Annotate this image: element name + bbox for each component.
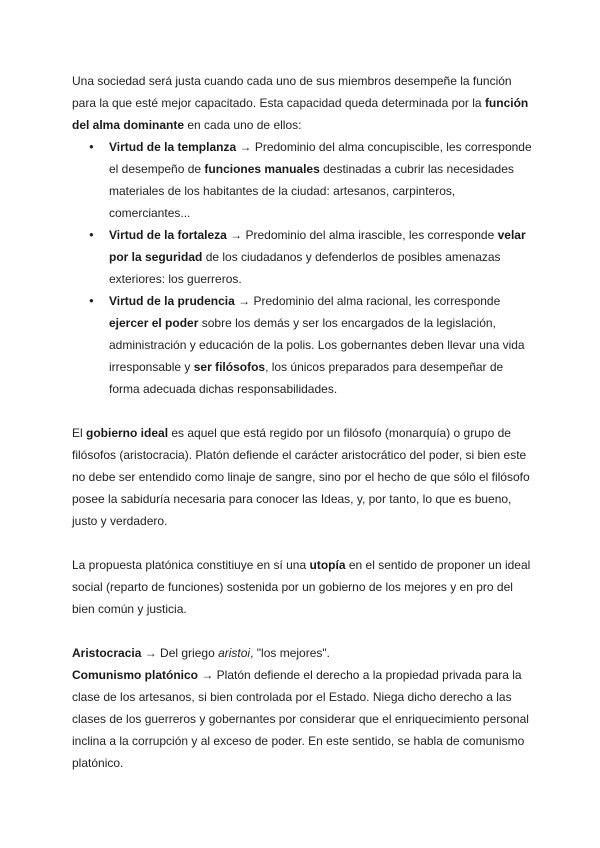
comunismo-term: Comunismo platónico: [72, 668, 198, 682]
intro-bold: función del alma dominante: [72, 96, 529, 132]
list-item-prudencia: [109, 290, 532, 400]
virtue-text-end: de los ciudadanos y defenderlos de posibles amenazas exteriores: los guerreros.: [109, 250, 501, 286]
virtue-title: Virtud de la fortaleza: [109, 228, 227, 242]
list-item-fortaleza: [109, 224, 532, 290]
gobierno-text: El: [72, 426, 87, 440]
virtue-text-end: , los únicos preparados para desempeñar de forma adecuada dichas responsabilidades.: [109, 360, 504, 396]
intro-text-end: en cada uno de ellos:: [184, 118, 302, 132]
aristocracia-definition: [72, 642, 532, 664]
intro-text: Una sociedad será justa cuando cada uno de sus miembros desempeñe la función para la que esté mejor capacitado. Esta capacidad queda determinada por la: [72, 74, 512, 110]
virtue-bold: ejercer el poder: [109, 316, 199, 330]
virtue-title: Virtud de la templanza: [109, 140, 237, 154]
virtues-list: [72, 136, 532, 400]
aristocracia-term: Aristocracia: [72, 646, 142, 660]
aristocracia-text: → Del griego: [141, 646, 219, 660]
virtue-text: → Predominio del alma racional, les corresponde: [234, 294, 501, 308]
gobierno-text-end: es aquel que está regido por un filósofo (monarquía) o grupo de filósofos (aristocracia). Platón defiende el carácter aristocrático del poder, si bien este no debe ser entendido como linaje de sangre, sino por el hecho de que sólo el filósofo posee la sabiduría necesaria para conocer las Ideas, y, por tanto, lo que es bueno, justo y verdadero.: [72, 426, 530, 528]
virtue-text: → Predominio del alma irascible, les corresponde: [226, 228, 498, 242]
gobierno-paragraph: [72, 422, 532, 532]
list-item-templanza: [109, 136, 532, 224]
utopia-bold: utopía: [309, 558, 346, 572]
document-body: [72, 70, 532, 774]
utopia-text: La propuesta platónica constitiuye en sí una: [72, 558, 310, 572]
virtue-title: Virtud de la prudencia: [109, 294, 235, 308]
virtue-bold: velar por la seguridad: [109, 228, 526, 264]
utopia-paragraph: [72, 554, 532, 620]
aristocracia-text-end: , "los mejores".: [250, 646, 330, 660]
comunismo-text: → Platón defiende el derecho a la propiedad privada para la clase de los artesanos, si bien controlada por el Estado. Niega dicho derecho a las clases de los guerreros y gobernantes por considerar que el enriquecimiento personal inclina a la corrupción y al exceso de poder. En este sentido, se habla de comunismo platónico.: [72, 668, 529, 770]
utopia-text-end: en el sentido de proponer un ideal social (reparto de funciones) sostenida por un gobierno de los mejores y en pro del bien común y justicia.: [72, 558, 531, 616]
virtue-bold-2: ser filósofos: [193, 360, 266, 374]
gobierno-bold: gobierno ideal: [86, 426, 169, 440]
virtue-bold: funciones manuales: [204, 162, 320, 176]
virtue-text-mid: sobre los demás y ser los encargados de la legislación, administración y educación de la polis. Los gobernantes deben llevar una vida irresponsable y: [109, 316, 525, 374]
comunismo-definition: [72, 664, 532, 774]
aristocracia-italic: aristoi: [218, 646, 251, 660]
virtue-text: → Predominio del alma concupiscible, les corresponde el desempeño de: [109, 140, 532, 176]
virtue-text-end: destinadas a cubrir las necesidades materiales de los habitantes de la ciudad: artesanos, carpinteros, comerciantes...: [109, 162, 514, 220]
intro-paragraph: [72, 70, 532, 136]
